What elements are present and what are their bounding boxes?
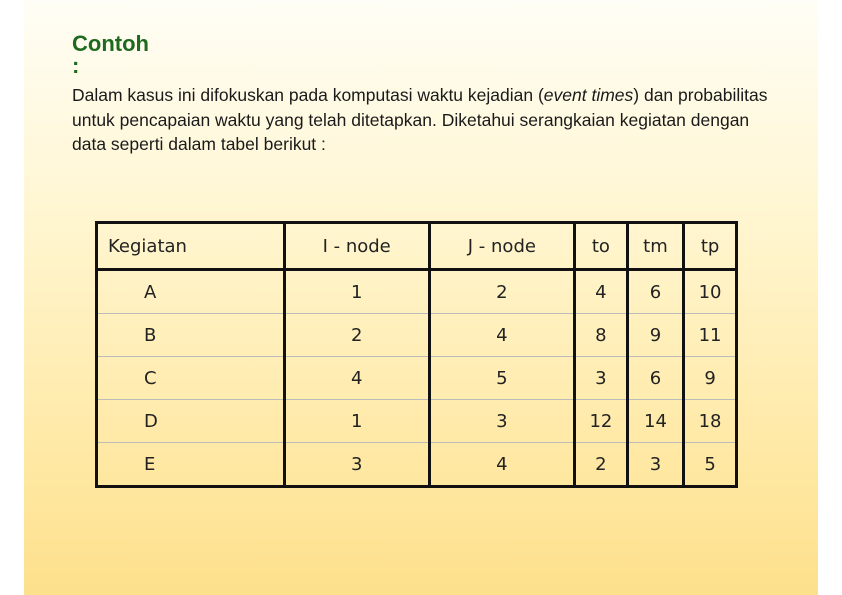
title-text: Contoh (72, 31, 149, 56)
cell-i-node: 1 (284, 270, 429, 314)
table-row (97, 443, 737, 487)
title-colon: : (72, 53, 80, 78)
cell-tm: 6 (627, 357, 683, 400)
header-to: to (574, 223, 627, 270)
cell-tm: 6 (627, 270, 683, 314)
cell-i-node: 3 (284, 443, 429, 487)
table-row (97, 270, 737, 314)
cell-i-node: 4 (284, 357, 429, 400)
cell-j-node: 4 (429, 314, 574, 357)
header-tp: tp (684, 223, 737, 270)
cell-j-node: 2 (429, 270, 574, 314)
paragraph-text-1: Dalam kasus ini difokuskan pada komputasi waktu kejadian ( (72, 85, 544, 105)
cell-i-node: 2 (284, 314, 429, 357)
header-j-node: J - node (429, 223, 574, 270)
table-row (97, 400, 737, 443)
table-row (97, 357, 737, 400)
activity-table (95, 221, 738, 488)
cell-kegiatan: E (97, 443, 285, 487)
table-row (97, 314, 737, 357)
cell-to: 8 (574, 314, 627, 357)
cell-to: 2 (574, 443, 627, 487)
cell-tm: 14 (627, 400, 683, 443)
cell-kegiatan: B (97, 314, 285, 357)
cell-to: 12 (574, 400, 627, 443)
intro-paragraph (72, 83, 772, 157)
cell-tp: 9 (684, 357, 737, 400)
cell-tp: 11 (684, 314, 737, 357)
cell-i-node: 1 (284, 400, 429, 443)
cell-j-node: 3 (429, 400, 574, 443)
cell-to: 4 (574, 270, 627, 314)
paragraph-italic-event-times: event times (543, 85, 634, 105)
cell-j-node: 5 (429, 357, 574, 400)
slide-title (72, 30, 192, 78)
cell-kegiatan: C (97, 357, 285, 400)
cell-to: 3 (574, 357, 627, 400)
cell-tm: 9 (627, 314, 683, 357)
slide (24, 0, 818, 595)
header-tm: tm (627, 223, 683, 270)
table-header-row (97, 223, 737, 270)
header-i-node: I - node (284, 223, 429, 270)
cell-tp: 5 (684, 443, 737, 487)
cell-tp: 18 (684, 400, 737, 443)
paragraph-text-2: ) dan probabilitas untuk pencapaian waktu yang telah ditetapkan. Diketahui serangkaian kegiatan dengan data seperti dalam tabel berikut : (72, 85, 768, 154)
header-kegiatan: Kegiatan (97, 223, 285, 270)
cell-tm: 3 (627, 443, 683, 487)
cell-kegiatan: A (144, 281, 157, 303)
cell-kegiatan: D (97, 400, 285, 443)
cell-tp: 10 (684, 270, 737, 314)
cell-j-node: 4 (429, 443, 574, 487)
